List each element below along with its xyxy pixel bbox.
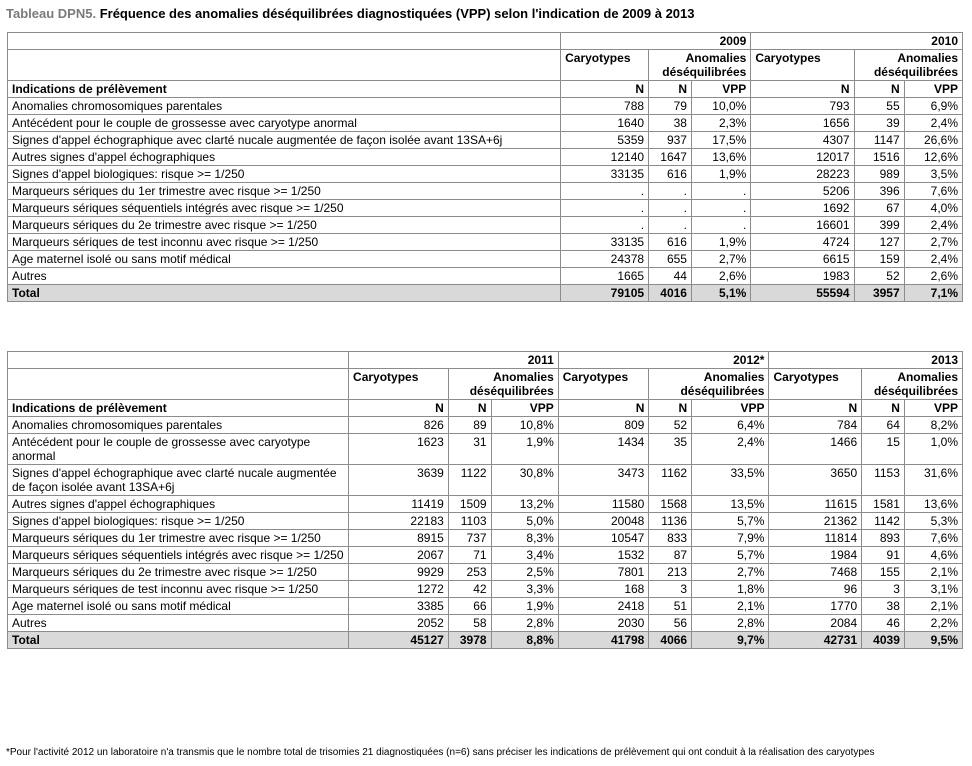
value-cell: 809 xyxy=(558,417,649,434)
value-cell: 87 xyxy=(649,547,692,564)
value-cell: 7,9% xyxy=(692,530,769,547)
value-cell: 616 xyxy=(649,234,692,251)
indication-label: Marqueurs sériques du 1er trimestre avec risque >= 1/250 xyxy=(8,183,561,200)
total-value-cell: 8,8% xyxy=(491,632,558,649)
value-cell: 2052 xyxy=(349,615,449,632)
value-cell: . xyxy=(691,183,750,200)
n-header: N xyxy=(448,400,491,417)
value-cell: 833 xyxy=(649,530,692,547)
year-header: 2013 xyxy=(769,352,963,369)
indication-label: Marqueurs sériques du 2e trimestre avec risque >= 1/250 xyxy=(8,564,349,581)
value-cell: 1,0% xyxy=(904,434,962,465)
value-cell: 6,4% xyxy=(692,417,769,434)
value-cell: 13,6% xyxy=(691,149,750,166)
value-cell: 2,1% xyxy=(904,564,962,581)
anomalies-header: Anomalies déséquilibrées xyxy=(854,50,962,81)
value-cell: 8915 xyxy=(349,530,449,547)
value-cell: 11419 xyxy=(349,496,449,513)
value-cell: 616 xyxy=(649,166,692,183)
n-header: N xyxy=(349,400,449,417)
value-cell: 7,6% xyxy=(904,183,962,200)
blank-header-cell xyxy=(8,352,349,369)
value-cell: 2,5% xyxy=(491,564,558,581)
value-cell: 2,7% xyxy=(691,251,750,268)
value-cell: 655 xyxy=(649,251,692,268)
total-value-cell: 41798 xyxy=(558,632,649,649)
value-cell: 64 xyxy=(862,417,905,434)
value-cell: 2,1% xyxy=(904,598,962,615)
value-cell: 1647 xyxy=(649,149,692,166)
total-value-cell: 4039 xyxy=(862,632,905,649)
value-cell: 38 xyxy=(862,598,905,615)
value-cell: 11814 xyxy=(769,530,862,547)
value-cell: 31 xyxy=(448,434,491,465)
table-row xyxy=(8,268,963,285)
value-cell: 17,5% xyxy=(691,132,750,149)
value-cell: 13,6% xyxy=(904,496,962,513)
value-cell: 4,0% xyxy=(904,200,962,217)
column-header-row xyxy=(8,81,963,98)
year-header: 2009 xyxy=(561,33,751,50)
table-row xyxy=(8,530,963,547)
year-header: 2011 xyxy=(349,352,559,369)
value-cell: 96 xyxy=(769,581,862,598)
indication-label: Marqueurs sériques séquentiels intégrés avec risque >= 1/250 xyxy=(8,200,561,217)
value-cell: 3,1% xyxy=(904,581,962,598)
value-cell: 2,6% xyxy=(904,268,962,285)
caryotypes-header: Caryotypes xyxy=(349,369,449,400)
value-cell: 1,9% xyxy=(691,166,750,183)
value-cell: 15 xyxy=(862,434,905,465)
value-cell: 2,7% xyxy=(904,234,962,251)
indication-label: Antécédent pour le couple de grossesse avec caryotype anormal xyxy=(8,434,349,465)
total-value-cell: 55594 xyxy=(751,285,854,302)
value-cell: 16601 xyxy=(751,217,854,234)
value-cell: . xyxy=(649,217,692,234)
table-row xyxy=(8,564,963,581)
value-cell: 937 xyxy=(649,132,692,149)
total-label: Total xyxy=(8,632,349,649)
value-cell: 10547 xyxy=(558,530,649,547)
n-header: N xyxy=(769,400,862,417)
value-cell: 7,6% xyxy=(904,530,962,547)
value-cell: 1509 xyxy=(448,496,491,513)
total-value-cell: 4016 xyxy=(649,285,692,302)
value-cell: 2,4% xyxy=(904,115,962,132)
table-number: Tableau DPN5. xyxy=(6,6,97,21)
value-cell: 396 xyxy=(854,183,904,200)
vpp-header: VPP xyxy=(491,400,558,417)
column-header-row xyxy=(8,400,963,417)
value-cell: . xyxy=(691,200,750,217)
value-cell: 3639 xyxy=(349,465,449,496)
anomalies-header: Anomalies déséquilibrées xyxy=(649,369,769,400)
value-cell: 1434 xyxy=(558,434,649,465)
footnote: *Pour l'activité 2012 un laboratoire n'a transmis que le nombre total de trisomies 21 diagnostiquées (n=6) sans préciser les indications de prélèvement qui ont conduit à la réalisation des caryotypes xyxy=(6,747,875,758)
value-cell: . xyxy=(561,183,649,200)
table-row xyxy=(8,183,963,200)
table-row xyxy=(8,417,963,434)
caryotypes-header: Caryotypes xyxy=(769,369,862,400)
total-value-cell: 5,1% xyxy=(691,285,750,302)
value-cell: 7468 xyxy=(769,564,862,581)
table-caption: Fréquence des anomalies déséquilibrées diagnostiquées (VPP) selon l'indication de 2009 à 2013 xyxy=(99,6,695,21)
total-value-cell: 45127 xyxy=(349,632,449,649)
total-value-cell: 4066 xyxy=(649,632,692,649)
value-cell: 1,9% xyxy=(691,234,750,251)
n-header: N xyxy=(751,81,854,98)
value-cell: 46 xyxy=(862,615,905,632)
caryotypes-header: Caryotypes xyxy=(751,50,854,81)
value-cell: 5,3% xyxy=(904,513,962,530)
value-cell: 1,9% xyxy=(491,598,558,615)
value-cell: 2,8% xyxy=(491,615,558,632)
value-cell: 67 xyxy=(854,200,904,217)
value-cell: 91 xyxy=(862,547,905,564)
indication-label: Antécédent pour le couple de grossesse avec caryotype anormal xyxy=(8,115,561,132)
n-header: N xyxy=(862,400,905,417)
value-cell: 2030 xyxy=(558,615,649,632)
value-cell: 1665 xyxy=(561,268,649,285)
indications-header: Indications de prélèvement xyxy=(8,81,561,98)
value-cell: 21362 xyxy=(769,513,862,530)
table-title xyxy=(6,6,695,22)
indication-label: Signes d'appel biologiques: risque >= 1/250 xyxy=(8,513,349,530)
value-cell: 127 xyxy=(854,234,904,251)
value-cell: 2418 xyxy=(558,598,649,615)
blank-header-cell xyxy=(8,369,349,400)
total-value-cell: 79105 xyxy=(561,285,649,302)
value-cell: 13,2% xyxy=(491,496,558,513)
indication-label: Signes d'appel échographique avec clarté nucale augmentée de façon isolée avant 13SA+6j xyxy=(8,132,561,149)
value-cell: 1466 xyxy=(769,434,862,465)
value-cell: 1983 xyxy=(751,268,854,285)
value-cell: 3,3% xyxy=(491,581,558,598)
value-cell: 3,5% xyxy=(904,166,962,183)
table-row xyxy=(8,496,963,513)
value-cell: 12140 xyxy=(561,149,649,166)
vpp-header: VPP xyxy=(691,81,750,98)
blank-header-cell xyxy=(8,50,561,81)
value-cell: 66 xyxy=(448,598,491,615)
value-cell: 5359 xyxy=(561,132,649,149)
value-cell: 33135 xyxy=(561,234,649,251)
value-cell: 56 xyxy=(649,615,692,632)
measure-header-row xyxy=(8,369,963,400)
value-cell: 1581 xyxy=(862,496,905,513)
year-header-row xyxy=(8,352,963,369)
table-row xyxy=(8,98,963,115)
value-cell: 3,4% xyxy=(491,547,558,564)
value-cell: 1516 xyxy=(854,149,904,166)
value-cell: 52 xyxy=(649,417,692,434)
blank-header-cell xyxy=(8,33,561,50)
vpp-header: VPP xyxy=(904,81,962,98)
value-cell: 1147 xyxy=(854,132,904,149)
total-label: Total xyxy=(8,285,561,302)
year-header: 2012* xyxy=(558,352,769,369)
n-header: N xyxy=(649,81,692,98)
indication-label: Marqueurs sériques du 2e trimestre avec risque >= 1/250 xyxy=(8,217,561,234)
indication-label: Marqueurs sériques de test inconnu avec risque >= 1/250 xyxy=(8,581,349,598)
value-cell: 26,6% xyxy=(904,132,962,149)
value-cell: 2,1% xyxy=(692,598,769,615)
indication-label: Anomalies chromosomiques parentales xyxy=(8,98,561,115)
value-cell: 89 xyxy=(448,417,491,434)
indication-label: Anomalies chromosomiques parentales xyxy=(8,417,349,434)
value-cell: 13,5% xyxy=(692,496,769,513)
value-cell: 52 xyxy=(854,268,904,285)
total-value-cell: 9,5% xyxy=(904,632,962,649)
value-cell: 2067 xyxy=(349,547,449,564)
value-cell: 38 xyxy=(649,115,692,132)
value-cell: 8,2% xyxy=(904,417,962,434)
total-value-cell: 3957 xyxy=(854,285,904,302)
indication-label: Signes d'appel échographique avec clarté nucale augmentée de façon isolée avant 13SA+6j xyxy=(8,465,349,496)
value-cell: 893 xyxy=(862,530,905,547)
value-cell: 42 xyxy=(448,581,491,598)
indication-label: Autres xyxy=(8,268,561,285)
value-cell: 6,9% xyxy=(904,98,962,115)
total-value-cell: 7,1% xyxy=(904,285,962,302)
n-header: N xyxy=(558,400,649,417)
value-cell: 7801 xyxy=(558,564,649,581)
value-cell: 2,7% xyxy=(692,564,769,581)
value-cell: 58 xyxy=(448,615,491,632)
value-cell: 1136 xyxy=(649,513,692,530)
table-row xyxy=(8,234,963,251)
value-cell: 3 xyxy=(649,581,692,598)
anomalies-header: Anomalies déséquilibrées xyxy=(862,369,963,400)
value-cell: 826 xyxy=(349,417,449,434)
vpp-header: VPP xyxy=(692,400,769,417)
value-cell: . xyxy=(561,200,649,217)
value-cell: 213 xyxy=(649,564,692,581)
value-cell: 71 xyxy=(448,547,491,564)
table-row xyxy=(8,166,963,183)
value-cell: 159 xyxy=(854,251,904,268)
value-cell: 1,9% xyxy=(491,434,558,465)
indication-label: Signes d'appel biologiques: risque >= 1/250 xyxy=(8,166,561,183)
measure-header-row xyxy=(8,50,963,81)
table-row xyxy=(8,513,963,530)
n-header: N xyxy=(561,81,649,98)
value-cell: 168 xyxy=(558,581,649,598)
table-row xyxy=(8,547,963,564)
anomalies-header: Anomalies déséquilibrées xyxy=(649,50,751,81)
total-row xyxy=(8,285,963,302)
value-cell: 793 xyxy=(751,98,854,115)
indication-label: Age maternel isolé ou sans motif médical xyxy=(8,598,349,615)
value-cell: 30,8% xyxy=(491,465,558,496)
value-cell: 10,0% xyxy=(691,98,750,115)
value-cell: 1142 xyxy=(862,513,905,530)
value-cell: 6615 xyxy=(751,251,854,268)
value-cell: 737 xyxy=(448,530,491,547)
table-row xyxy=(8,581,963,598)
value-cell: 2,2% xyxy=(904,615,962,632)
value-cell: 399 xyxy=(854,217,904,234)
value-cell: 79 xyxy=(649,98,692,115)
value-cell: 788 xyxy=(561,98,649,115)
table-2011-2013 xyxy=(7,351,963,649)
value-cell: 5,7% xyxy=(692,513,769,530)
indication-label: Autres xyxy=(8,615,349,632)
value-cell: 3 xyxy=(862,581,905,598)
table-row xyxy=(8,200,963,217)
value-cell: 4307 xyxy=(751,132,854,149)
value-cell: 20048 xyxy=(558,513,649,530)
value-cell: 3385 xyxy=(349,598,449,615)
value-cell: 11580 xyxy=(558,496,649,513)
value-cell: 28223 xyxy=(751,166,854,183)
table-row xyxy=(8,115,963,132)
value-cell: 33,5% xyxy=(692,465,769,496)
value-cell: 12,6% xyxy=(904,149,962,166)
value-cell: 253 xyxy=(448,564,491,581)
value-cell: 1153 xyxy=(862,465,905,496)
indication-label: Marqueurs sériques de test inconnu avec risque >= 1/250 xyxy=(8,234,561,251)
value-cell: 989 xyxy=(854,166,904,183)
anomalies-header: Anomalies déséquilibrées xyxy=(448,369,558,400)
indication-label: Marqueurs sériques du 1er trimestre avec risque >= 1/250 xyxy=(8,530,349,547)
value-cell: 4724 xyxy=(751,234,854,251)
value-cell: 1568 xyxy=(649,496,692,513)
value-cell: 3650 xyxy=(769,465,862,496)
value-cell: 1162 xyxy=(649,465,692,496)
table-row xyxy=(8,465,963,496)
value-cell: 1692 xyxy=(751,200,854,217)
value-cell: 2,3% xyxy=(691,115,750,132)
table-row xyxy=(8,615,963,632)
indication-label: Marqueurs sériques séquentiels intégrés avec risque >= 1/250 xyxy=(8,547,349,564)
year-header: 2010 xyxy=(751,33,963,50)
vpp-header: VPP xyxy=(904,400,962,417)
total-value-cell: 9,7% xyxy=(692,632,769,649)
value-cell: . xyxy=(649,183,692,200)
value-cell: 39 xyxy=(854,115,904,132)
n-header: N xyxy=(649,400,692,417)
value-cell: 2,8% xyxy=(692,615,769,632)
n-header: N xyxy=(854,81,904,98)
indication-label: Autres signes d'appel échographiques xyxy=(8,149,561,166)
value-cell: 2084 xyxy=(769,615,862,632)
table-row xyxy=(8,149,963,166)
value-cell: 1623 xyxy=(349,434,449,465)
value-cell: . xyxy=(561,217,649,234)
indications-header: Indications de prélèvement xyxy=(8,400,349,417)
value-cell: 2,4% xyxy=(904,251,962,268)
value-cell: . xyxy=(649,200,692,217)
value-cell: 1,8% xyxy=(692,581,769,598)
value-cell: 3473 xyxy=(558,465,649,496)
value-cell: . xyxy=(691,217,750,234)
table-row xyxy=(8,598,963,615)
value-cell: 4,6% xyxy=(904,547,962,564)
value-cell: 1122 xyxy=(448,465,491,496)
value-cell: 31,6% xyxy=(904,465,962,496)
value-cell: 5,0% xyxy=(491,513,558,530)
indication-label: Age maternel isolé ou sans motif médical xyxy=(8,251,561,268)
value-cell: 155 xyxy=(862,564,905,581)
value-cell: 1640 xyxy=(561,115,649,132)
value-cell: 784 xyxy=(769,417,862,434)
value-cell: 9929 xyxy=(349,564,449,581)
value-cell: 1656 xyxy=(751,115,854,132)
value-cell: 12017 xyxy=(751,149,854,166)
value-cell: 55 xyxy=(854,98,904,115)
value-cell: 1272 xyxy=(349,581,449,598)
value-cell: 1103 xyxy=(448,513,491,530)
table-row xyxy=(8,217,963,234)
caryotypes-header: Caryotypes xyxy=(561,50,649,81)
indication-label: Autres signes d'appel échographiques xyxy=(8,496,349,513)
value-cell: 8,3% xyxy=(491,530,558,547)
year-header-row xyxy=(8,33,963,50)
value-cell: 5206 xyxy=(751,183,854,200)
value-cell: 1770 xyxy=(769,598,862,615)
value-cell: 24378 xyxy=(561,251,649,268)
value-cell: 11615 xyxy=(769,496,862,513)
value-cell: 1532 xyxy=(558,547,649,564)
value-cell: 44 xyxy=(649,268,692,285)
table-row xyxy=(8,251,963,268)
value-cell: 2,4% xyxy=(692,434,769,465)
value-cell: 51 xyxy=(649,598,692,615)
total-value-cell: 42731 xyxy=(769,632,862,649)
table-row xyxy=(8,132,963,149)
value-cell: 33135 xyxy=(561,166,649,183)
value-cell: 22183 xyxy=(349,513,449,530)
total-value-cell: 3978 xyxy=(448,632,491,649)
total-row xyxy=(8,632,963,649)
value-cell: 10,8% xyxy=(491,417,558,434)
caryotypes-header: Caryotypes xyxy=(558,369,649,400)
value-cell: 2,4% xyxy=(904,217,962,234)
table-row xyxy=(8,434,963,465)
value-cell: 35 xyxy=(649,434,692,465)
value-cell: 5,7% xyxy=(692,547,769,564)
value-cell: 1984 xyxy=(769,547,862,564)
value-cell: 2,6% xyxy=(691,268,750,285)
table-2009-2010 xyxy=(7,32,963,302)
